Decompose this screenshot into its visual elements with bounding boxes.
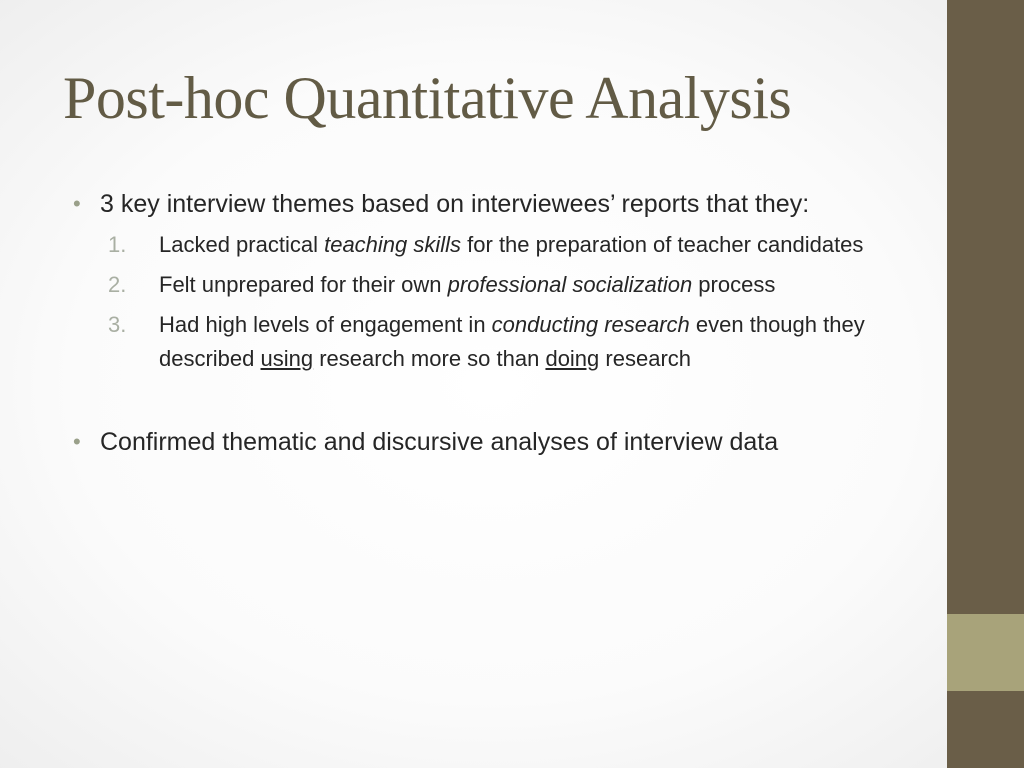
decorative-sidebar-accent [947,614,1024,691]
item-text-middle: even though they described [159,312,865,371]
bullet-text: Confirmed thematic and discursive analyses of interview data [100,428,779,456]
item-text-start: Lacked practical [159,232,325,257]
item-text-start: Felt unprepared for their own [159,272,448,297]
bullet-text: 3 key interview themes based on interviewees’ reports that they: [100,190,810,218]
spacer [73,382,913,424]
item-number: 2. [108,272,127,297]
bullet-dot-icon: • [73,429,81,454]
slide-title: Post-hoc Quantitative Analysis [63,65,792,131]
item-text-middle-2: research more so than [313,346,546,371]
item-text-end: process [692,272,776,297]
bullet-dot-icon: • [73,191,81,216]
slide-body [73,186,913,460]
item-text-end: for the preparation of teacher candidates [461,232,864,257]
bullet-item-confirmed [73,424,913,460]
item-emphasis: teaching skills [324,232,462,257]
item-number: 1. [108,232,127,257]
item-underline-doing: doing [545,346,600,371]
item-emphasis: conducting research [491,312,690,337]
numbered-item-2 [73,268,913,302]
item-number: 3. [108,312,127,337]
numbered-list [73,228,913,376]
bullet-item-themes [73,186,913,222]
item-text-start: Had high levels of engagement in [159,312,492,337]
numbered-item-1 [73,228,913,262]
item-emphasis: professional socialization [447,272,693,297]
item-underline-using: using [260,346,314,371]
numbered-item-3 [73,308,913,376]
item-text-end: research [599,346,692,371]
